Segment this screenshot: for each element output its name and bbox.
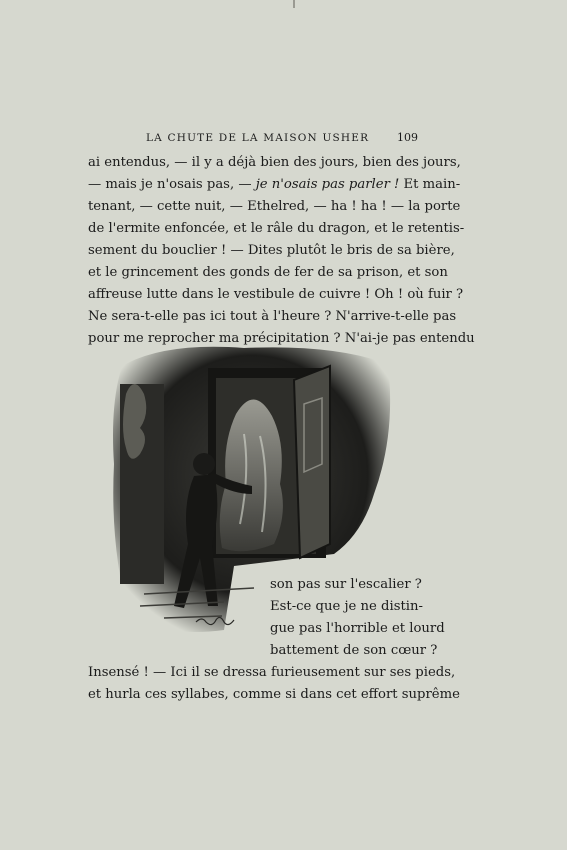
text-line-14: Insensé ! — Ici il se dressa furieusement sur ses pieds, [88,665,456,680]
text-line-2-c: Et main- [399,177,461,192]
text-line-7: affreuse lutte dans le vestibule de cuivre ! Oh ! où fuir ? [88,287,464,302]
text-line-11: Est-ce que je ne distin- [270,599,423,614]
running-title: LA CHUTE DE LA MAISON USHER [146,132,370,144]
text-line-5: sement du bouclier ! — Dites plutôt le bris de sa bière, [88,243,455,258]
open-door [294,366,330,558]
text-line-2-italic: je n'osais pas parler ! [255,177,400,192]
text-line-1: ai entendus, — il y a déjà bien des jours, bien des jours, [88,155,461,170]
text-line-2-a: — mais je n'osais pas, — [88,177,256,192]
paper-mark [293,0,295,8]
wall-ornament [123,384,146,459]
page-number: 109 [397,131,418,144]
text-line-13: battement de son cœur ? [270,643,438,658]
man-head [193,453,215,475]
text-line-15: et hurla ces syllabes, comme si dans cet effort suprême [88,687,460,702]
text-line-10: son pas sur l'escalier ? [270,577,422,592]
text-line-4: de l'ermite enfoncée, et le râle du dragon, et le retentis- [88,221,465,236]
text-line-3: tenant, — cette nuit, — Ethelred, — ha ! ha ! — la porte [88,199,461,214]
text-line-12: gue pas l'horrible et lourd [270,621,445,636]
text-line-8: Ne sera-t-elle pas ici tout à l'heure ? N'arrive-t-elle pas [88,309,457,324]
text-line-6: et le grincement des gonds de fer de sa prison, et son [88,265,448,280]
text-line-9: pour me reprocher ma précipitation ? N'ai-je pas entendu [88,331,475,346]
text-line-2 [88,174,461,196]
